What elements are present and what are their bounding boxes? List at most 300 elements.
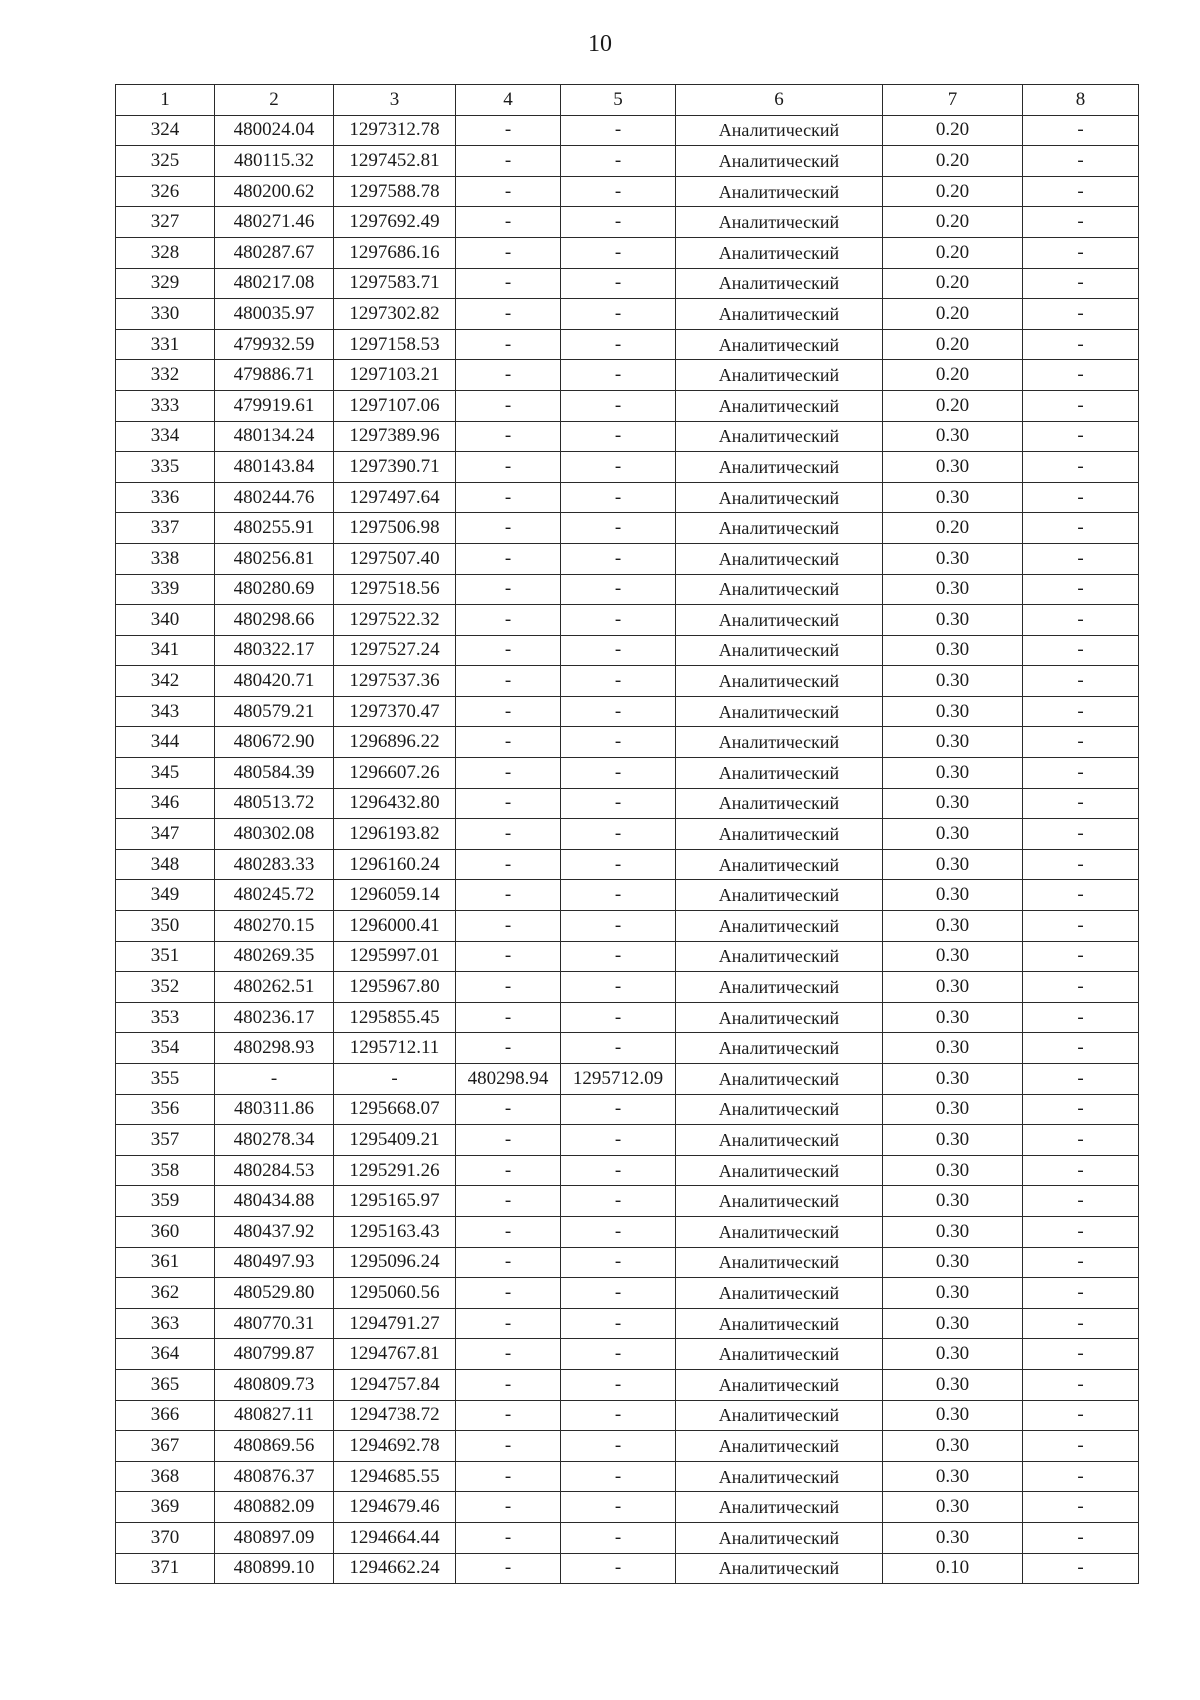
table-row [116, 237, 1139, 268]
cell-y: 1297583.71 [334, 268, 456, 299]
cell-accuracy: 0.30 [883, 1492, 1023, 1523]
cell-x: 480799.87 [215, 1339, 334, 1370]
cell-accuracy: 0.30 [883, 1094, 1023, 1125]
cell-x-alt: - [456, 696, 561, 727]
cell-y-alt: - [561, 1522, 676, 1553]
cell-y: 1297537.36 [334, 666, 456, 697]
cell-x-alt: - [456, 513, 561, 544]
cell-note: - [1023, 1553, 1139, 1584]
cell-point-number: 336 [116, 482, 215, 513]
cell-method: Аналитический [676, 1278, 883, 1309]
cell-y-alt: - [561, 1125, 676, 1156]
cell-y-alt: - [561, 1553, 676, 1584]
column-header: 6 [676, 85, 883, 116]
cell-method: Аналитический [676, 115, 883, 146]
cell-x-alt: - [456, 880, 561, 911]
cell-note: - [1023, 1094, 1139, 1125]
cell-y: 1294662.24 [334, 1553, 456, 1584]
table-row [116, 1431, 1139, 1462]
cell-y: 1297527.24 [334, 635, 456, 666]
cell-note: - [1023, 513, 1139, 544]
table-row [116, 788, 1139, 819]
cell-method: Аналитический [676, 1033, 883, 1064]
table-row [116, 360, 1139, 391]
cell-y-alt: - [561, 696, 676, 727]
cell-note: - [1023, 1492, 1139, 1523]
cell-x-alt: - [456, 207, 561, 238]
cell-x-alt: - [456, 1216, 561, 1247]
table-row [116, 1002, 1139, 1033]
cell-y-alt: - [561, 421, 676, 452]
cell-y-alt: - [561, 605, 676, 636]
cell-method: Аналитический [676, 696, 883, 727]
cell-x: 480262.51 [215, 972, 334, 1003]
cell-y-alt: - [561, 1247, 676, 1278]
cell-method: Аналитический [676, 880, 883, 911]
cell-x: 480437.92 [215, 1216, 334, 1247]
table-row [116, 880, 1139, 911]
cell-point-number: 365 [116, 1369, 215, 1400]
cell-y-alt: - [561, 452, 676, 483]
cell-x-alt: - [456, 1094, 561, 1125]
cell-accuracy: 0.30 [883, 482, 1023, 513]
cell-x: 480271.46 [215, 207, 334, 238]
table-row [116, 421, 1139, 452]
cell-y: 1296160.24 [334, 849, 456, 880]
cell-note: - [1023, 635, 1139, 666]
cell-accuracy: 0.30 [883, 1216, 1023, 1247]
table-row [116, 176, 1139, 207]
cell-note: - [1023, 849, 1139, 880]
cell-point-number: 369 [116, 1492, 215, 1523]
column-header: 7 [883, 85, 1023, 116]
cell-y: 1297312.78 [334, 115, 456, 146]
table-row [116, 146, 1139, 177]
cell-x-alt: - [456, 1369, 561, 1400]
cell-note: - [1023, 1431, 1139, 1462]
cell-method: Аналитический [676, 605, 883, 636]
cell-y-alt: - [561, 115, 676, 146]
cell-y-alt: - [561, 911, 676, 942]
cell-x: 480115.32 [215, 146, 334, 177]
table-row [116, 1461, 1139, 1492]
table-row [116, 941, 1139, 972]
cell-x: 480672.90 [215, 727, 334, 758]
cell-accuracy: 0.30 [883, 849, 1023, 880]
cell-x: 480236.17 [215, 1002, 334, 1033]
cell-x-alt: 480298.94 [456, 1064, 561, 1095]
cell-y-alt: - [561, 1431, 676, 1462]
cell-method: Аналитический [676, 482, 883, 513]
table-row [116, 696, 1139, 727]
cell-x: 480827.11 [215, 1400, 334, 1431]
cell-x: 480255.91 [215, 513, 334, 544]
cell-y: 1295163.43 [334, 1216, 456, 1247]
cell-accuracy: 0.30 [883, 1186, 1023, 1217]
cell-accuracy: 0.30 [883, 758, 1023, 789]
cell-x: 480298.66 [215, 605, 334, 636]
cell-y-alt: - [561, 390, 676, 421]
cell-x: 480284.53 [215, 1155, 334, 1186]
table-row [116, 1522, 1139, 1553]
cell-accuracy: 0.30 [883, 1339, 1023, 1370]
cell-point-number: 370 [116, 1522, 215, 1553]
cell-x: 480200.62 [215, 176, 334, 207]
cell-y: 1294738.72 [334, 1400, 456, 1431]
cell-method: Аналитический [676, 666, 883, 697]
table-header-row [116, 85, 1139, 116]
column-header: 2 [215, 85, 334, 116]
cell-y: 1297518.56 [334, 574, 456, 605]
cell-y: 1295291.26 [334, 1155, 456, 1186]
cell-accuracy: 0.20 [883, 390, 1023, 421]
cell-note: - [1023, 941, 1139, 972]
cell-y: 1294692.78 [334, 1431, 456, 1462]
cell-point-number: 362 [116, 1278, 215, 1309]
cell-method: Аналитический [676, 1492, 883, 1523]
cell-accuracy: 0.30 [883, 696, 1023, 727]
cell-x-alt: - [456, 1247, 561, 1278]
cell-y: 1297302.82 [334, 299, 456, 330]
cell-x: 479919.61 [215, 390, 334, 421]
table-row [116, 207, 1139, 238]
cell-accuracy: 0.30 [883, 1400, 1023, 1431]
cell-accuracy: 0.20 [883, 207, 1023, 238]
cell-accuracy: 0.20 [883, 513, 1023, 544]
table-row [116, 452, 1139, 483]
cell-note: - [1023, 1033, 1139, 1064]
cell-note: - [1023, 299, 1139, 330]
column-header: 4 [456, 85, 561, 116]
cell-x-alt: - [456, 115, 561, 146]
cell-point-number: 351 [116, 941, 215, 972]
cell-point-number: 342 [116, 666, 215, 697]
cell-y: 1296432.80 [334, 788, 456, 819]
cell-x-alt: - [456, 635, 561, 666]
cell-x-alt: - [456, 727, 561, 758]
cell-note: - [1023, 452, 1139, 483]
cell-point-number: 345 [116, 758, 215, 789]
table-row [116, 1308, 1139, 1339]
cell-x: 480035.97 [215, 299, 334, 330]
cell-point-number: 341 [116, 635, 215, 666]
cell-accuracy: 0.30 [883, 972, 1023, 1003]
cell-accuracy: 0.30 [883, 452, 1023, 483]
cell-y: 1295997.01 [334, 941, 456, 972]
table-row [116, 543, 1139, 574]
cell-x-alt: - [456, 390, 561, 421]
cell-point-number: 332 [116, 360, 215, 391]
cell-method: Аналитический [676, 452, 883, 483]
cell-accuracy: 0.20 [883, 299, 1023, 330]
cell-x: 480283.33 [215, 849, 334, 880]
cell-x-alt: - [456, 1125, 561, 1156]
cell-point-number: 331 [116, 329, 215, 360]
table-body [116, 115, 1139, 1584]
table-row [116, 972, 1139, 1003]
cell-method: Аналитический [676, 911, 883, 942]
cell-method: Аналитический [676, 237, 883, 268]
cell-note: - [1023, 1002, 1139, 1033]
cell-point-number: 349 [116, 880, 215, 911]
cell-note: - [1023, 1155, 1139, 1186]
cell-y-alt: - [561, 1492, 676, 1523]
cell-point-number: 347 [116, 819, 215, 850]
cell-method: Аналитический [676, 1002, 883, 1033]
cell-method: Аналитический [676, 1064, 883, 1095]
cell-point-number: 335 [116, 452, 215, 483]
cell-y: 1297588.78 [334, 176, 456, 207]
cell-note: - [1023, 574, 1139, 605]
cell-y: 1295409.21 [334, 1125, 456, 1156]
table-row [116, 1339, 1139, 1370]
cell-y-alt: - [561, 237, 676, 268]
cell-x-alt: - [456, 543, 561, 574]
cell-x-alt: - [456, 482, 561, 513]
cell-x: 480899.10 [215, 1553, 334, 1584]
cell-point-number: 328 [116, 237, 215, 268]
cell-x-alt: - [456, 452, 561, 483]
cell-y: 1295060.56 [334, 1278, 456, 1309]
table-row [116, 1216, 1139, 1247]
column-header: 8 [1023, 85, 1139, 116]
table-row [116, 268, 1139, 299]
cell-accuracy: 0.30 [883, 788, 1023, 819]
cell-note: - [1023, 788, 1139, 819]
cell-y: 1297506.98 [334, 513, 456, 544]
cell-point-number: 363 [116, 1308, 215, 1339]
cell-y: 1297158.53 [334, 329, 456, 360]
cell-point-number: 357 [116, 1125, 215, 1156]
cell-accuracy: 0.20 [883, 176, 1023, 207]
cell-point-number: 330 [116, 299, 215, 330]
cell-accuracy: 0.30 [883, 1033, 1023, 1064]
coordinates-table [115, 84, 1139, 1584]
cell-y: 1297390.71 [334, 452, 456, 483]
cell-note: - [1023, 146, 1139, 177]
cell-note: - [1023, 421, 1139, 452]
cell-point-number: 340 [116, 605, 215, 636]
cell-note: - [1023, 1369, 1139, 1400]
cell-x-alt: - [456, 1186, 561, 1217]
cell-accuracy: 0.20 [883, 268, 1023, 299]
cell-method: Аналитический [676, 849, 883, 880]
cell-y: 1297686.16 [334, 237, 456, 268]
cell-note: - [1023, 880, 1139, 911]
column-header: 3 [334, 85, 456, 116]
page-number: 10 [588, 31, 612, 57]
cell-y: 1297107.06 [334, 390, 456, 421]
cell-y: 1295668.07 [334, 1094, 456, 1125]
cell-x: 480322.17 [215, 635, 334, 666]
cell-x-alt: - [456, 819, 561, 850]
cell-x: 480270.15 [215, 911, 334, 942]
cell-note: - [1023, 758, 1139, 789]
cell-note: - [1023, 237, 1139, 268]
cell-y: 1297389.96 [334, 421, 456, 452]
cell-note: - [1023, 115, 1139, 146]
cell-method: Аналитический [676, 1369, 883, 1400]
cell-note: - [1023, 329, 1139, 360]
cell-note: - [1023, 543, 1139, 574]
cell-accuracy: 0.30 [883, 1064, 1023, 1095]
table-row [116, 635, 1139, 666]
cell-y-alt: - [561, 880, 676, 911]
cell-x-alt: - [456, 1033, 561, 1064]
cell-note: - [1023, 207, 1139, 238]
cell-y: 1297507.40 [334, 543, 456, 574]
table-row [116, 299, 1139, 330]
cell-x: 480579.21 [215, 696, 334, 727]
cell-method: Аналитический [676, 543, 883, 574]
cell-y-alt: 1295712.09 [561, 1064, 676, 1095]
cell-method: Аналитический [676, 1216, 883, 1247]
cell-accuracy: 0.30 [883, 574, 1023, 605]
cell-method: Аналитический [676, 758, 883, 789]
table-row [116, 911, 1139, 942]
cell-y-alt: - [561, 1033, 676, 1064]
cell-method: Аналитический [676, 1400, 883, 1431]
cell-method: Аналитический [676, 1431, 883, 1462]
cell-note: - [1023, 1186, 1139, 1217]
table-row [116, 758, 1139, 789]
cell-y: 1296059.14 [334, 880, 456, 911]
cell-y-alt: - [561, 1339, 676, 1370]
cell-accuracy: 0.10 [883, 1553, 1023, 1584]
cell-x: 480882.09 [215, 1492, 334, 1523]
cell-point-number: 360 [116, 1216, 215, 1247]
table-row [116, 1492, 1139, 1523]
column-header: 5 [561, 85, 676, 116]
table-row [116, 329, 1139, 360]
cell-accuracy: 0.30 [883, 605, 1023, 636]
table-row [116, 605, 1139, 636]
cell-x: 480287.67 [215, 237, 334, 268]
cell-y-alt: - [561, 1308, 676, 1339]
cell-note: - [1023, 911, 1139, 942]
cell-x: 480869.56 [215, 1431, 334, 1462]
cell-x-alt: - [456, 1339, 561, 1370]
cell-y-alt: - [561, 207, 676, 238]
cell-method: Аналитический [676, 635, 883, 666]
cell-y: 1295096.24 [334, 1247, 456, 1278]
cell-x: 480134.24 [215, 421, 334, 452]
cell-x-alt: - [456, 1155, 561, 1186]
cell-accuracy: 0.30 [883, 911, 1023, 942]
cell-x-alt: - [456, 421, 561, 452]
cell-point-number: 346 [116, 788, 215, 819]
cell-method: Аналитический [676, 1553, 883, 1584]
cell-method: Аналитический [676, 941, 883, 972]
cell-note: - [1023, 1522, 1139, 1553]
cell-accuracy: 0.30 [883, 819, 1023, 850]
cell-x: 480876.37 [215, 1461, 334, 1492]
table-row [116, 1125, 1139, 1156]
cell-x: 479932.59 [215, 329, 334, 360]
cell-accuracy: 0.30 [883, 1002, 1023, 1033]
cell-x: 480529.80 [215, 1278, 334, 1309]
cell-y: 1295967.80 [334, 972, 456, 1003]
cell-x: 480269.35 [215, 941, 334, 972]
cell-accuracy: 0.20 [883, 115, 1023, 146]
cell-y-alt: - [561, 1186, 676, 1217]
cell-y-alt: - [561, 1216, 676, 1247]
cell-y-alt: - [561, 727, 676, 758]
cell-x: 480245.72 [215, 880, 334, 911]
cell-x: 480584.39 [215, 758, 334, 789]
cell-x-alt: - [456, 1278, 561, 1309]
cell-x-alt: - [456, 1461, 561, 1492]
cell-accuracy: 0.30 [883, 1308, 1023, 1339]
cell-x-alt: - [456, 1492, 561, 1523]
cell-x: 480434.88 [215, 1186, 334, 1217]
cell-method: Аналитический [676, 146, 883, 177]
cell-x: 480217.08 [215, 268, 334, 299]
cell-x-alt: - [456, 237, 561, 268]
cell-x-alt: - [456, 146, 561, 177]
cell-accuracy: 0.20 [883, 237, 1023, 268]
cell-y-alt: - [561, 513, 676, 544]
table-row [116, 727, 1139, 758]
cell-accuracy: 0.30 [883, 1431, 1023, 1462]
cell-y: 1295855.45 [334, 1002, 456, 1033]
table-row [116, 1400, 1139, 1431]
cell-y-alt: - [561, 758, 676, 789]
cell-y-alt: - [561, 268, 676, 299]
table-row [116, 1186, 1139, 1217]
cell-method: Аналитический [676, 421, 883, 452]
cell-point-number: 366 [116, 1400, 215, 1431]
table-row [116, 1247, 1139, 1278]
cell-point-number: 354 [116, 1033, 215, 1064]
table-row [116, 513, 1139, 544]
cell-note: - [1023, 1339, 1139, 1370]
table-row [116, 1033, 1139, 1064]
cell-x-alt: - [456, 268, 561, 299]
cell-accuracy: 0.20 [883, 329, 1023, 360]
table-row [116, 1369, 1139, 1400]
cell-point-number: 337 [116, 513, 215, 544]
cell-x-alt: - [456, 1522, 561, 1553]
cell-y: 1294791.27 [334, 1308, 456, 1339]
cell-point-number: 343 [116, 696, 215, 727]
cell-note: - [1023, 360, 1139, 391]
table-row [116, 819, 1139, 850]
cell-y: 1297692.49 [334, 207, 456, 238]
cell-y-alt: - [561, 1400, 676, 1431]
cell-note: - [1023, 972, 1139, 1003]
cell-y-alt: - [561, 299, 676, 330]
cell-x: 480256.81 [215, 543, 334, 574]
cell-x: 480897.09 [215, 1522, 334, 1553]
cell-x: 480298.93 [215, 1033, 334, 1064]
table-row [116, 115, 1139, 146]
cell-y: 1297452.81 [334, 146, 456, 177]
cell-x-alt: - [456, 299, 561, 330]
cell-note: - [1023, 696, 1139, 727]
cell-point-number: 324 [116, 115, 215, 146]
cell-x-alt: - [456, 941, 561, 972]
cell-x: 480770.31 [215, 1308, 334, 1339]
cell-point-number: 352 [116, 972, 215, 1003]
cell-note: - [1023, 666, 1139, 697]
cell-x-alt: - [456, 329, 561, 360]
cell-point-number: 333 [116, 390, 215, 421]
cell-y: 1294757.84 [334, 1369, 456, 1400]
cell-x-alt: - [456, 972, 561, 1003]
cell-method: Аналитический [676, 360, 883, 391]
cell-y-alt: - [561, 941, 676, 972]
